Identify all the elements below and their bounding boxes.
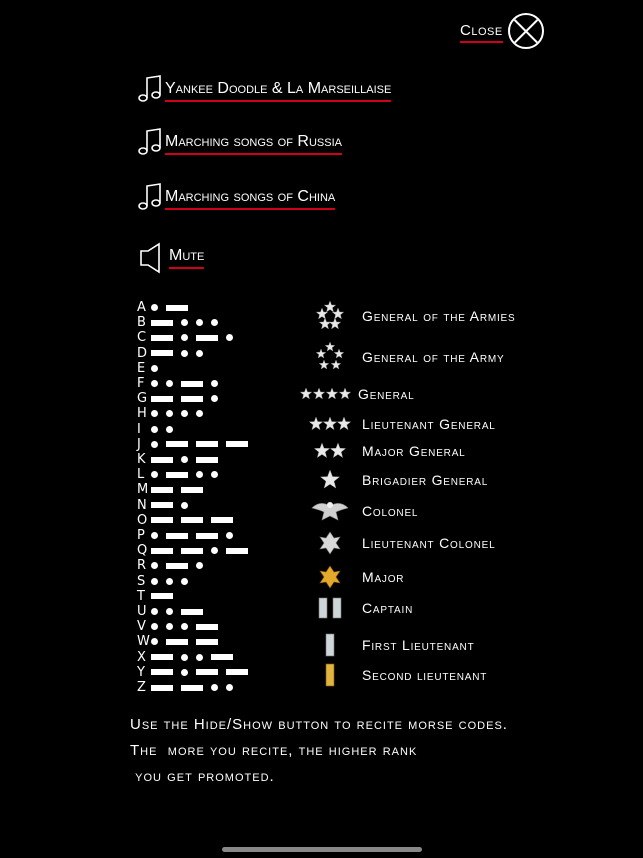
morse-row-n (137, 498, 196, 513)
music-note-icon (138, 74, 162, 102)
rank-name: First Lieutenant (362, 637, 475, 653)
morse-dash (226, 441, 248, 447)
mute-button[interactable] (139, 242, 204, 274)
gold-bar-icon (304, 660, 356, 690)
morse-letter: W (137, 634, 150, 650)
silver-oak-leaf-icon (304, 528, 356, 558)
morse-row-d (137, 346, 211, 361)
rank-name: Captain (362, 600, 414, 616)
five-stars-circle-icon (304, 342, 356, 372)
morse-row-w (137, 634, 226, 649)
morse-dot (151, 623, 158, 630)
morse-dot (166, 426, 173, 433)
morse-dash (181, 396, 203, 402)
morse-dot (151, 426, 158, 433)
morse-dot (181, 623, 188, 630)
morse-dot (166, 623, 173, 630)
morse-letter: J (137, 436, 141, 452)
song-yankee-doodle[interactable] (138, 74, 391, 102)
instruction-line-2: The more you recite, the higher rank (130, 742, 418, 759)
morse-dash (196, 457, 218, 463)
one-star-icon (304, 465, 356, 495)
morse-letter: X (137, 649, 146, 665)
rank-row (304, 409, 496, 439)
morse-row-o (137, 513, 241, 528)
morse-row-z (137, 680, 241, 695)
morse-dot (226, 334, 233, 341)
morse-dot (211, 547, 218, 554)
morse-row-u (137, 604, 211, 619)
morse-row-r (137, 558, 211, 573)
morse-dot (211, 471, 218, 478)
morse-letter: G (137, 391, 148, 407)
morse-row-x (137, 650, 241, 665)
home-indicator (222, 847, 422, 852)
close-icon[interactable] (508, 13, 544, 49)
morse-dot (196, 654, 203, 661)
morse-dot (181, 669, 188, 676)
morse-row-c (137, 330, 241, 345)
morse-row-j (137, 437, 256, 452)
morse-dot (151, 304, 158, 311)
morse-letter: L (137, 467, 145, 483)
rank-row (304, 660, 487, 690)
morse-letter: Y (137, 664, 145, 680)
morse-dot (151, 410, 158, 417)
morse-dot (181, 456, 188, 463)
morse-dash (181, 685, 203, 691)
morse-letter: I (137, 421, 141, 437)
morse-letter: S (137, 573, 146, 589)
morse-dash (151, 517, 173, 523)
three-stars-icon (304, 409, 356, 439)
morse-dot (196, 350, 203, 357)
morse-dot (151, 638, 158, 645)
morse-dash (151, 487, 173, 493)
morse-dash (166, 472, 188, 478)
morse-letter: T (137, 588, 145, 604)
morse-dash (166, 533, 188, 539)
morse-dash (181, 548, 203, 554)
morse-letter: F (137, 376, 145, 391)
rank-name: Lieutenant General (362, 416, 496, 432)
rank-row (304, 496, 418, 526)
morse-dot (211, 319, 218, 326)
morse-letter: K (137, 452, 146, 467)
morse-dot (211, 380, 218, 387)
song-china[interactable] (138, 182, 335, 210)
gold-oak-leaf-icon (304, 562, 356, 592)
morse-dot (211, 395, 218, 402)
morse-dot (151, 380, 158, 387)
morse-row-m (137, 482, 211, 497)
morse-dot (181, 334, 188, 341)
rank-row (304, 342, 504, 372)
morse-dot (181, 319, 188, 326)
morse-dot (151, 441, 158, 448)
morse-dash (181, 517, 203, 523)
speaker-icon (139, 242, 163, 274)
morse-dash (196, 639, 218, 645)
rank-row (304, 528, 495, 558)
song-label[interactable]: Yankee Doodle & La Marseillaise (165, 80, 391, 102)
morse-dot (181, 502, 188, 509)
morse-dot (166, 608, 173, 615)
rank-name: Colonel (362, 503, 419, 519)
morse-dot (181, 578, 188, 585)
morse-row-q (137, 543, 256, 558)
morse-dot (226, 532, 233, 539)
morse-dot (151, 471, 158, 478)
instruction-line-3: you get promoted. (130, 768, 275, 785)
morse-letter: V (137, 619, 146, 635)
morse-dash (166, 563, 188, 569)
morse-row-e (137, 361, 166, 376)
instructions (130, 712, 508, 790)
rank-name: Brigadier General (362, 472, 489, 488)
morse-dot (181, 410, 188, 417)
double-silver-bar-icon (304, 593, 356, 623)
rank-row (300, 379, 415, 409)
rank-name: General (358, 386, 415, 402)
morse-dash (196, 441, 218, 447)
morse-letter: P (137, 528, 145, 543)
morse-row-y (137, 665, 256, 680)
morse-row-f (137, 376, 226, 391)
morse-dot (166, 380, 173, 387)
morse-dot (166, 410, 173, 417)
morse-row-a (137, 300, 196, 315)
rank-name: Major (362, 569, 405, 585)
song-label[interactable]: Marching songs of Russia (165, 133, 342, 155)
morse-letter: C (137, 330, 147, 346)
morse-row-i (137, 422, 181, 437)
morse-dot (196, 319, 203, 326)
morse-dot (181, 654, 188, 661)
song-label[interactable]: Marching songs of China (165, 188, 335, 210)
morse-dash (151, 335, 173, 341)
morse-dash (166, 639, 188, 645)
morse-dash (196, 624, 218, 630)
rank-row (304, 562, 404, 592)
morse-letter: Z (137, 680, 146, 695)
morse-row-t (137, 589, 181, 604)
close-label[interactable]: Close (460, 22, 503, 43)
morse-dash (151, 685, 173, 691)
morse-dash (181, 487, 203, 493)
five-stars-pentagon-icon (304, 301, 356, 331)
rank-name: Second lieutenant (362, 667, 488, 683)
rank-row (304, 301, 516, 331)
instruction-line-1: Use the Hide/Show button to recite morse codes. (130, 716, 508, 733)
morse-dot (181, 350, 188, 357)
morse-dash (226, 548, 248, 554)
morse-dot (151, 578, 158, 585)
four-stars-icon (300, 379, 352, 409)
morse-row-k (137, 452, 226, 467)
morse-letter: R (137, 558, 147, 574)
morse-dot (196, 410, 203, 417)
morse-dash (196, 669, 218, 675)
morse-dot (166, 578, 173, 585)
morse-row-v (137, 619, 226, 634)
morse-dot (211, 684, 218, 691)
morse-letter: H (137, 406, 147, 422)
morse-dash (151, 457, 173, 463)
rank-row (304, 436, 466, 466)
morse-dot (151, 608, 158, 615)
morse-dash (151, 593, 173, 599)
rank-row (304, 465, 488, 495)
morse-dot (196, 562, 203, 569)
morse-dot (151, 365, 158, 372)
morse-dot (196, 471, 203, 478)
morse-dash (151, 396, 173, 402)
rank-name: General of the Army (362, 349, 505, 365)
eagle-icon (304, 496, 356, 526)
morse-letter: Q (137, 543, 148, 559)
morse-dash (151, 350, 173, 356)
morse-row-l (137, 467, 226, 482)
morse-dash (151, 654, 173, 660)
rank-name: Lieutenant Colonel (362, 535, 496, 551)
morse-dot (226, 684, 233, 691)
morse-dash (226, 669, 248, 675)
morse-dash (151, 548, 173, 554)
morse-dash (211, 654, 233, 660)
morse-dash (166, 305, 188, 311)
morse-dash (196, 533, 218, 539)
morse-dash (196, 335, 218, 341)
song-russia[interactable] (138, 127, 342, 155)
morse-dash (181, 609, 203, 615)
morse-letter: B (137, 315, 146, 331)
rank-row (304, 593, 413, 623)
morse-dash (166, 441, 188, 447)
morse-row-b (137, 315, 226, 330)
morse-row-g (137, 391, 226, 406)
rank-name: Major General (362, 443, 466, 459)
morse-dot (151, 532, 158, 539)
morse-dash (211, 517, 233, 523)
morse-letter: D (137, 345, 148, 361)
two-stars-icon (304, 436, 356, 466)
silver-bar-icon (304, 630, 356, 660)
rank-name: General of the Armies (362, 308, 516, 324)
morse-row-h (137, 406, 211, 421)
morse-dash (151, 320, 173, 326)
morse-letter: O (137, 512, 148, 528)
rank-row (304, 630, 474, 660)
morse-row-p (137, 528, 241, 543)
mute-label[interactable]: Mute (169, 247, 204, 269)
morse-letter: M (137, 482, 149, 498)
morse-dot (151, 562, 158, 569)
morse-dash (151, 669, 173, 675)
morse-dash (151, 502, 173, 508)
morse-dash (181, 381, 203, 387)
music-note-icon (138, 182, 162, 210)
morse-row-s (137, 574, 196, 589)
morse-letter: U (137, 604, 147, 619)
morse-letter: E (137, 360, 146, 376)
morse-letter: A (137, 300, 146, 315)
morse-letter: N (137, 497, 147, 513)
music-note-icon (138, 127, 162, 155)
